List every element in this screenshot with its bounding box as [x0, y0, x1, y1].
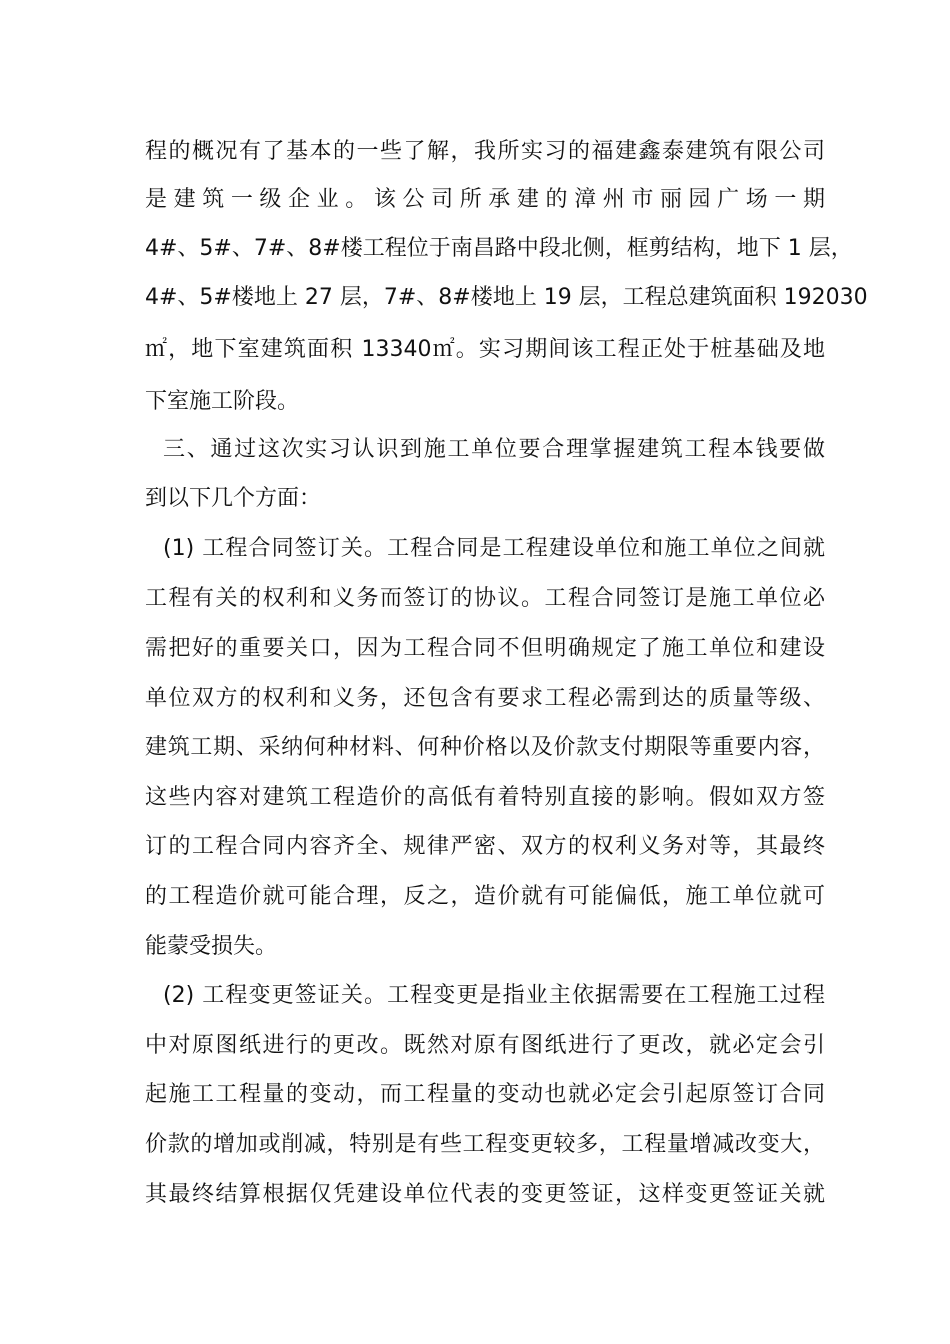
paragraph-line: 建筑工期、采纳何种材料、何种价格以及价款支付期限等重要内容， [145, 735, 825, 760]
paragraph-line: 需把好的重要关口，因为工程合同不但明确规定了施工单位和建设 [145, 636, 825, 661]
paragraph-line: ㎡，地下室建筑面积 13340㎡。实习期间该工程正处于桩基础及地 [145, 337, 825, 362]
paragraph-line: (1) 工程合同签订关。工程合同是工程建设单位和施工单位之间就 [163, 536, 825, 561]
paragraph-line: 中对原图纸进行的更改。既然对原有图纸进行了更改，就必定会引 [145, 1033, 825, 1058]
paragraph-line: 4#、5#楼地上 27 层，7#、8#楼地上 19 层，工程总建筑面积 192030 [145, 285, 868, 310]
paragraph-line: 工程有关的权利和义务而签订的协议。工程合同签订是施工单位必 [145, 586, 825, 611]
paragraph-line: 的工程造价就可能合理，反之，造价就有可能偏低，施工单位就可 [145, 884, 825, 909]
paragraph-line: 是建筑一级企业。该公司所承建的漳州市丽园广场一期 [145, 187, 825, 212]
paragraph-line: 程的概况有了基本的一些了解，我所实习的福建鑫泰建筑有限公司 [145, 139, 825, 164]
paragraph-line: 下室施工阶段。 [145, 389, 300, 414]
paragraph-line: 到以下几个方面： [145, 486, 322, 511]
paragraph-line: 其最终结算根据仅凭建设单位代表的变更签证，这样变更签证关就 [145, 1182, 825, 1207]
paragraph-line: 订的工程合同内容齐全、规律严密、双方的权利义务对等，其最终 [145, 834, 825, 859]
paragraph-line: 价款的增加或削减，特别是有些工程变更较多，工程量增减改变大， [145, 1132, 825, 1157]
paragraph-line: 4#、5#、7#、8#楼工程位于南昌路中段北侧，框剪结构，地下 1 层， [145, 236, 853, 261]
paragraph-line: 这些内容对建筑工程造价的高低有着特别直接的影响。假如双方签 [145, 785, 825, 810]
paragraph-line: 单位双方的权利和义务，还包含有要求工程必需到达的质量等级、 [145, 686, 825, 711]
paragraph-line: (2) 工程变更签证关。工程变更是指业主依据需要在工程施工过程 [163, 983, 825, 1008]
paragraph-line: 起施工工程量的变动，而工程量的变动也就必定会引起原签订合同 [145, 1082, 825, 1107]
paragraph-line: 能蒙受损失。 [145, 934, 278, 959]
paragraph-line: 三、通过这次实习认识到施工单位要合理掌握建筑工程本钱要做 [163, 437, 825, 462]
